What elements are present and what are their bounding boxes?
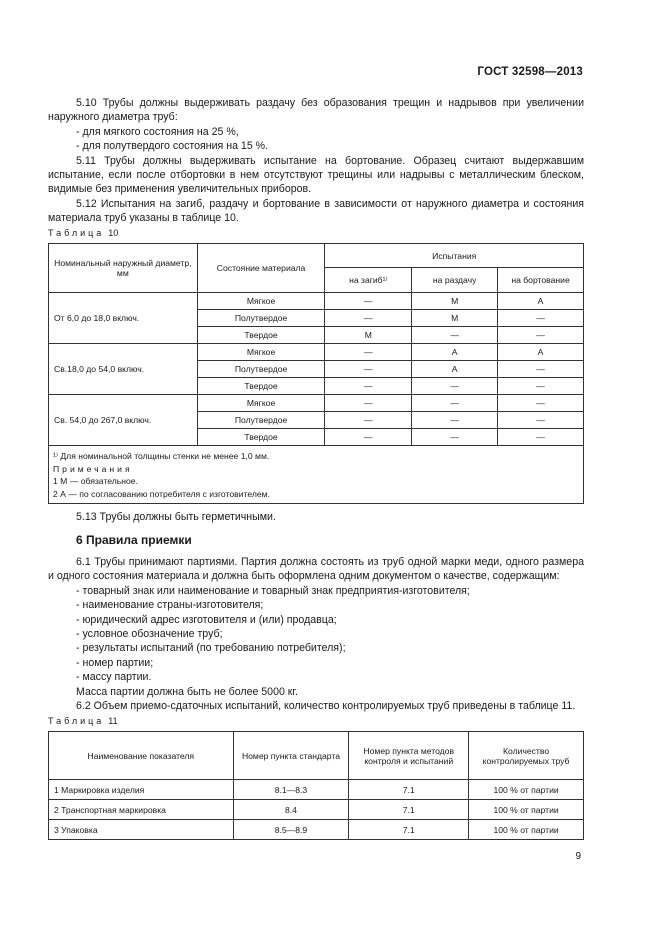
note-item: 2 А — по согласованию потребителя с изготовителем. xyxy=(53,488,270,499)
table10-notes xyxy=(49,446,584,504)
table-row: Св.18,0 до 54,0 включ. Мягкое — А А xyxy=(49,344,584,361)
paragraph-5-13: 5.13 Трубы должны быть герметичными. xyxy=(76,511,276,523)
notes-title: Примечания xyxy=(53,463,133,474)
list-item: - для полутвердого состояния на 15 %. xyxy=(76,140,269,153)
table-row: Твердое — — — xyxy=(49,429,584,446)
table-11 xyxy=(48,731,584,840)
footnote: ¹⁾ Для номинальной толщины стенки не менее 1,0 мм. xyxy=(53,451,270,461)
table11-caption: Таблица 11 xyxy=(48,716,118,726)
paragraph-5-12: 5.12 Испытания на загиб, раздачу и бортование в зависимости от наружного диаметра и состояния материала труб указаны в таблице 10. xyxy=(48,197,584,225)
section6-title: 6 Правила приемки xyxy=(76,533,192,547)
table-row: Твердое М — — xyxy=(49,327,584,344)
header-expand: на раздачу xyxy=(412,268,498,293)
list-item: - условное обозначение труб; xyxy=(76,628,223,641)
header-indicator: Наименование показателя xyxy=(49,732,234,780)
header-tests: Испытания xyxy=(325,244,584,268)
table-row: 1 Маркировка изделия 8.1—8.3 7.1 100 % от партии xyxy=(49,780,584,800)
table-row: Полутвердое — А — xyxy=(49,361,584,378)
header-standard-clause: Номер пункта стандарта xyxy=(233,732,349,780)
paragraph-6-2: 6.2 Объем приемо-сдаточных испытаний, количество контролируемых труб приведены в таблице 11. xyxy=(76,700,576,713)
paragraph-5-11: 5.11 Трубы должны выдерживать испытание на бортование. Образец считают выдержавшим испытание, если после отбортовки в нем отсутствуют трещины или надрывы с металлическим блеском, видимые без применения увеличительных приборов. xyxy=(48,154,584,196)
header-flange: на бортование xyxy=(498,268,584,293)
header-count: Количество контролируемых труб xyxy=(469,732,584,780)
header-method-clause: Номер пункта методов контроля и испытаний xyxy=(349,732,469,780)
header-state: Состояние материала xyxy=(197,244,325,293)
page-number: 9 xyxy=(575,851,581,862)
table-10 xyxy=(48,243,584,504)
table-row: 2 Транспортная маркировка 8.4 7.1 100 % от партии xyxy=(49,800,584,820)
list-item: - номер партии; xyxy=(76,656,154,669)
list-item: - результаты испытаний (по требованию потребителя); xyxy=(76,642,346,655)
note-item: 1 М — обязательное. xyxy=(53,476,138,486)
list-item: - наименование страны-изготовителя; xyxy=(76,599,264,612)
paragraph-mass: Масса партии должна быть не более 5000 кг. xyxy=(76,685,298,698)
list-item: - товарный знак или наименование и товарный знак предприятия-изготовителя; xyxy=(76,584,470,597)
list-item: - массу партии. xyxy=(76,671,152,684)
list-item: - юридический адрес изготовителя и (или) продавца; xyxy=(76,613,337,626)
table-row: Полутвердое — — — xyxy=(49,412,584,429)
table-row: От 6,0 до 18,0 включ. Мягкое — М А xyxy=(49,293,584,310)
table-row: Твердое — — — xyxy=(49,378,584,395)
paragraph-6-1: 6.1 Трубы принимают партиями. Партия должна состоять из труб одной марки меди, одного размера и одного состояния материала и должна быть оформлена одним документом о качестве, содержащим: xyxy=(48,556,584,583)
table10-caption: Таблица 10 xyxy=(48,228,119,238)
header-bend: на загиб¹⁾ xyxy=(325,268,412,293)
list-item: - для мягкого состояния на 25 %, xyxy=(76,125,239,138)
table-row: Полутвердое — М — xyxy=(49,310,584,327)
paragraph-5-13-wrap xyxy=(48,510,584,524)
table-row: Св. 54,0 до 267,0 включ. Мягкое — — — xyxy=(49,395,584,412)
section6-text xyxy=(48,555,584,713)
document-id: ГОСТ 32598—2013 xyxy=(477,66,583,78)
paragraph-5-10: 5.10 Трубы должны выдерживать раздачу без образования трещин и надрывов при увеличении наружного диаметра труб: xyxy=(48,97,584,124)
header-diameter: Номинальный наружный диаметр, мм xyxy=(49,244,198,293)
table-row: 3 Упаковка 8.5—8.9 7.1 100 % от партии xyxy=(49,820,584,840)
section5-text xyxy=(48,96,584,226)
